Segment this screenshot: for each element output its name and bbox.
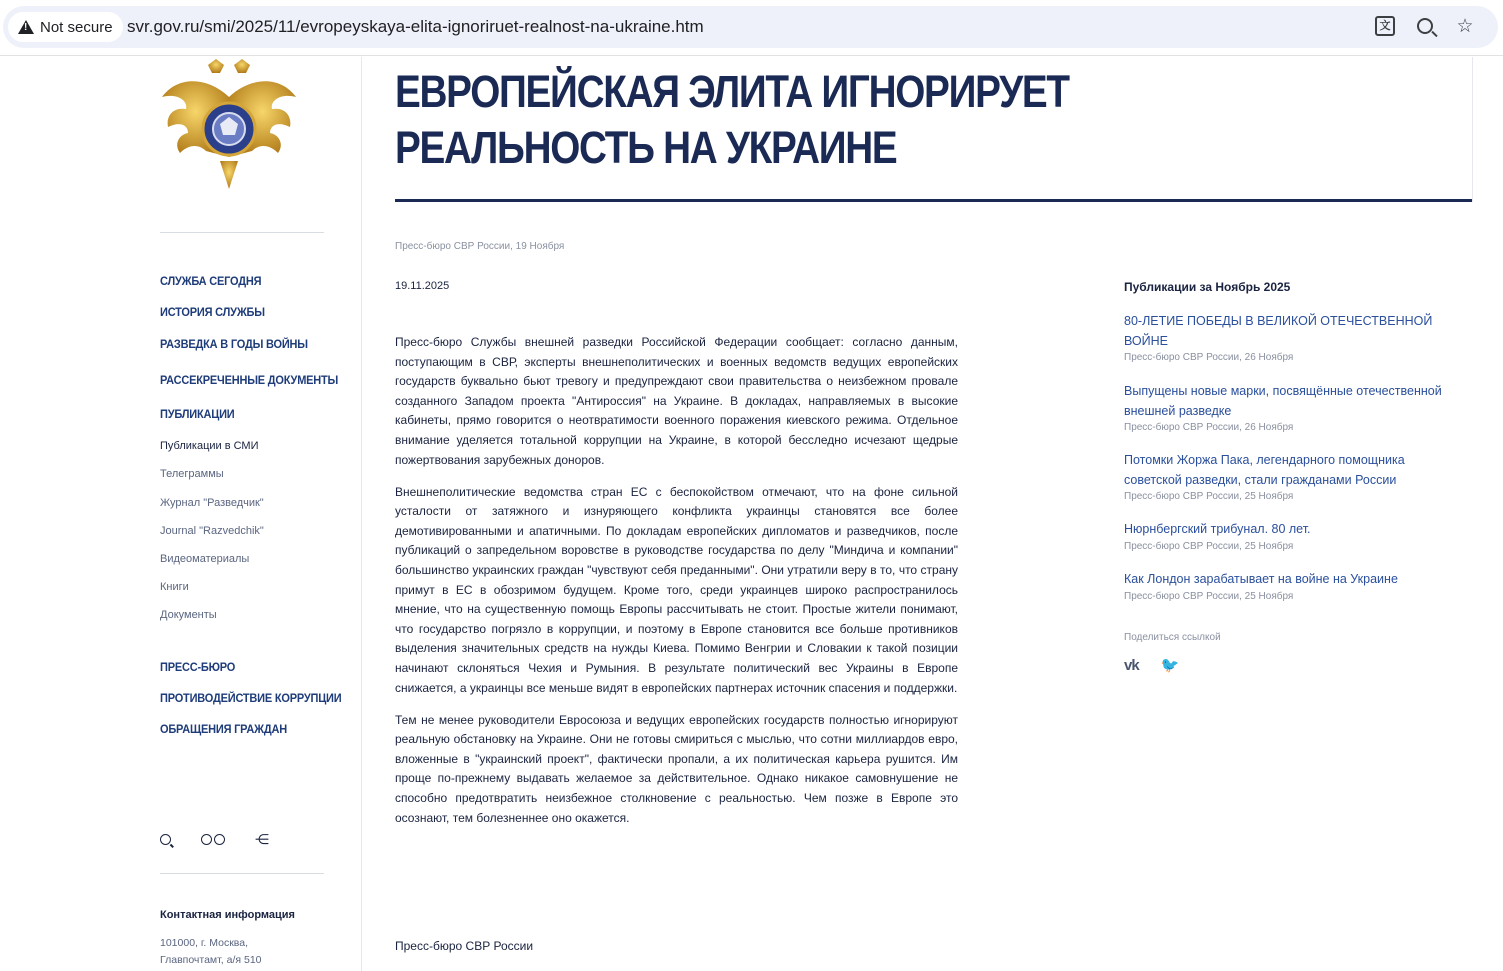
star-icon[interactable]: ☆ [1456, 15, 1474, 37]
publication-title[interactable]: Потомки Жоржа Пака, легендарного помощника советской разведки, стали гражданами России [1124, 453, 1405, 487]
article-paragraph: Пресс-бюро Службы внешней разведки Российской Федерации сообщает: согласно данным, поступающим в СВР, эксперты внешнеполитических и военных ведомств ведущих европейских государств буквально бьют тревогу и предупреждают свои правительства о неизбежном провале созданного Западом проекта "Антироссия" на Украине. В докладах, направляемых в высокие кабинеты, прямо говорится о неотвратимости военного поражения киевского режима. Отдельное внимание уделяется тотальной коррупции на Украине, в которой бесследно исчезают щедрые пожертвования зарубежных доноров. [395, 335, 958, 467]
nav-anti-corruption[interactable]: ПРОТИВОДЕЙСТВИЕ КОРРУПЦИИ [160, 692, 342, 706]
nav-publications[interactable]: ПУБЛИКАЦИИ [160, 408, 235, 422]
contact-title: Контактная информация [160, 909, 295, 921]
nav-service-today[interactable]: СЛУЖБА СЕГОДНЯ [160, 275, 262, 289]
translate-icon[interactable]: 文 [1374, 15, 1396, 37]
publication-title[interactable]: Нюрнбергский трибунал. 80 лет. [1124, 522, 1311, 536]
title-rule [395, 199, 1473, 202]
share-label: Поделиться ссылкой [1124, 632, 1221, 643]
sub-video[interactable]: Видеоматериалы [160, 553, 250, 565]
sub-journal-en[interactable]: Journal "Razvedchik" [160, 525, 264, 537]
contact-line: 101000, г. Москва, [160, 937, 249, 949]
publication-title[interactable]: Как Лондон зарабатывает на войне на Украине [1124, 572, 1398, 586]
content-border [1472, 57, 1473, 202]
sidebar-divider [160, 873, 324, 874]
publication-meta: Пресс-бюро СВР России, 25 Ноября [1124, 491, 1294, 503]
sidebar-tools [160, 831, 269, 848]
publication-meta: Пресс-бюро СВР России, 26 Ноября [1124, 422, 1294, 434]
browser-toolbar [0, 0, 1503, 56]
contact-line: Главпочтамт, а/я 510 [160, 954, 262, 966]
accessibility-glasses-icon[interactable] [201, 834, 225, 845]
sub-media-publications[interactable]: Публикации в СМИ [160, 440, 259, 452]
url-text[interactable]: svr.gov.ru/smi/2025/11/evropeyskaya-elita-ignoriruet-realnost-na-ukraine.htm [127, 17, 704, 36]
publication-item[interactable] [1124, 520, 1444, 552]
warning-icon [18, 20, 34, 34]
publication-meta: Пресс-бюро СВР России, 25 Ноября [1124, 540, 1294, 552]
security-label: Not secure [40, 18, 113, 36]
nav-history[interactable]: ИСТОРИЯ СЛУЖБЫ [160, 306, 265, 320]
article-body [395, 333, 958, 841]
article-title: ЕВРОПЕЙСКАЯ ЭЛИТА ИГНОРИРУЕТ РЕАЛЬНОСТЬ НА УКРАИНЕ [395, 66, 1069, 173]
zoom-icon[interactable] [1414, 15, 1436, 37]
svr-emblem-logo [158, 57, 300, 193]
nav-war-intelligence[interactable]: РАЗВЕДКА В ГОДЫ ВОЙНЫ [160, 338, 308, 352]
publication-title[interactable]: 80-ЛЕТИЕ ПОБЕДЫ В ВЕЛИКОЙ ОТЕЧЕСТВЕННОЙ ВОЙНЕ [1124, 314, 1433, 348]
article-paragraph: Тем не менее руководители Евросоюза и ведущих европейских государств полностью игнорируют реальную обстановку на Украине. Они не готовы смириться с мыслью, что сотни миллиардов евро, вложенные в "украинский проект", фактически пропали, а их политическая карьера рушится. Им проще по-прежнему выдавать желаемое за действительное. Однако никакое самовнушение не способно предотвратить неизбежное столкновение с реальностью. Чем позже в Европе это осознают, тем болезненнее оно окажется. [395, 712, 958, 825]
article-byline: Пресс-бюро СВР России, 19 Ноября [395, 241, 565, 252]
article-signature: Пресс-бюро СВР России [395, 939, 534, 953]
sub-journal-ru[interactable]: Журнал "Разведчик" [160, 497, 264, 509]
publication-meta: Пресс-бюро СВР России, 26 Ноября [1124, 352, 1294, 364]
article-date: 19.11.2025 [395, 280, 450, 292]
sidebar-divider [160, 232, 324, 233]
publication-item[interactable] [1124, 570, 1444, 602]
nav-press-bureau[interactable]: ПРЕСС-БЮРО [160, 661, 236, 675]
address-bar[interactable] [3, 6, 1498, 48]
contact-address [160, 935, 340, 969]
sub-telegrams[interactable]: Телеграммы [160, 468, 224, 480]
publication-item[interactable] [1124, 382, 1444, 433]
vk-icon[interactable]: vk [1124, 656, 1139, 674]
twitter-icon[interactable]: 🐦 [1160, 657, 1180, 674]
aside-title: Публикации за Ноябрь 2025 [1124, 280, 1291, 294]
sitemap-icon[interactable]: ⋲ [255, 831, 269, 847]
publication-item[interactable] [1124, 451, 1444, 502]
article-paragraph: Внешнеполитические ведомства стран ЕС с беспокойством отмечают, что на фоне сильной усталости от затяжного и изнуряющего конфликта украинцы становятся все более демотивированными и апатичными. По докладам европейских дипломатов и разведчиков, после публикаций о запредельном воровстве в руководстве государства по делу "Миндича и компании" большинство украинских граждан "чувствуют себя преданными". Они утратили веру в то, что страну примут в ЕС в обозримом будущем. Кроме того, среди украинцев широко распространилось мнение, что на существенную помощь Европы рассчитывать не стоит. Простые жители понимают, что государство погрязло в коррупции, и поэтому в Европе становится все больше противников выделения значительных средств на нужды Киева. Помимо Венгрии и Словакии к такой позиции начинают склоняться Чехия и Румыния. В результате политический вес Украины в Европе снижается, а украинцы все меньше видят в европейских партнерах источник спасения и поддержки. [395, 484, 958, 695]
security-chip[interactable] [8, 12, 123, 42]
nav-declassified[interactable]: РАССЕКРЕЧЕННЫЕ ДОКУМЕНТЫ [160, 374, 339, 388]
search-icon[interactable] [160, 834, 171, 845]
publication-meta: Пресс-бюро СВР России, 25 Ноября [1124, 590, 1294, 602]
share-buttons [1124, 656, 1179, 674]
publication-item[interactable] [1124, 312, 1444, 363]
sub-books[interactable]: Книги [160, 581, 189, 593]
left-sidebar [0, 57, 362, 971]
publication-title[interactable]: Выпущены новые марки, посвящённые отечественной внешней разведке [1124, 384, 1442, 418]
nav-citizen-appeals[interactable]: ОБРАЩЕНИЯ ГРАЖДАН [160, 723, 287, 737]
sub-documents[interactable]: Документы [160, 609, 217, 621]
